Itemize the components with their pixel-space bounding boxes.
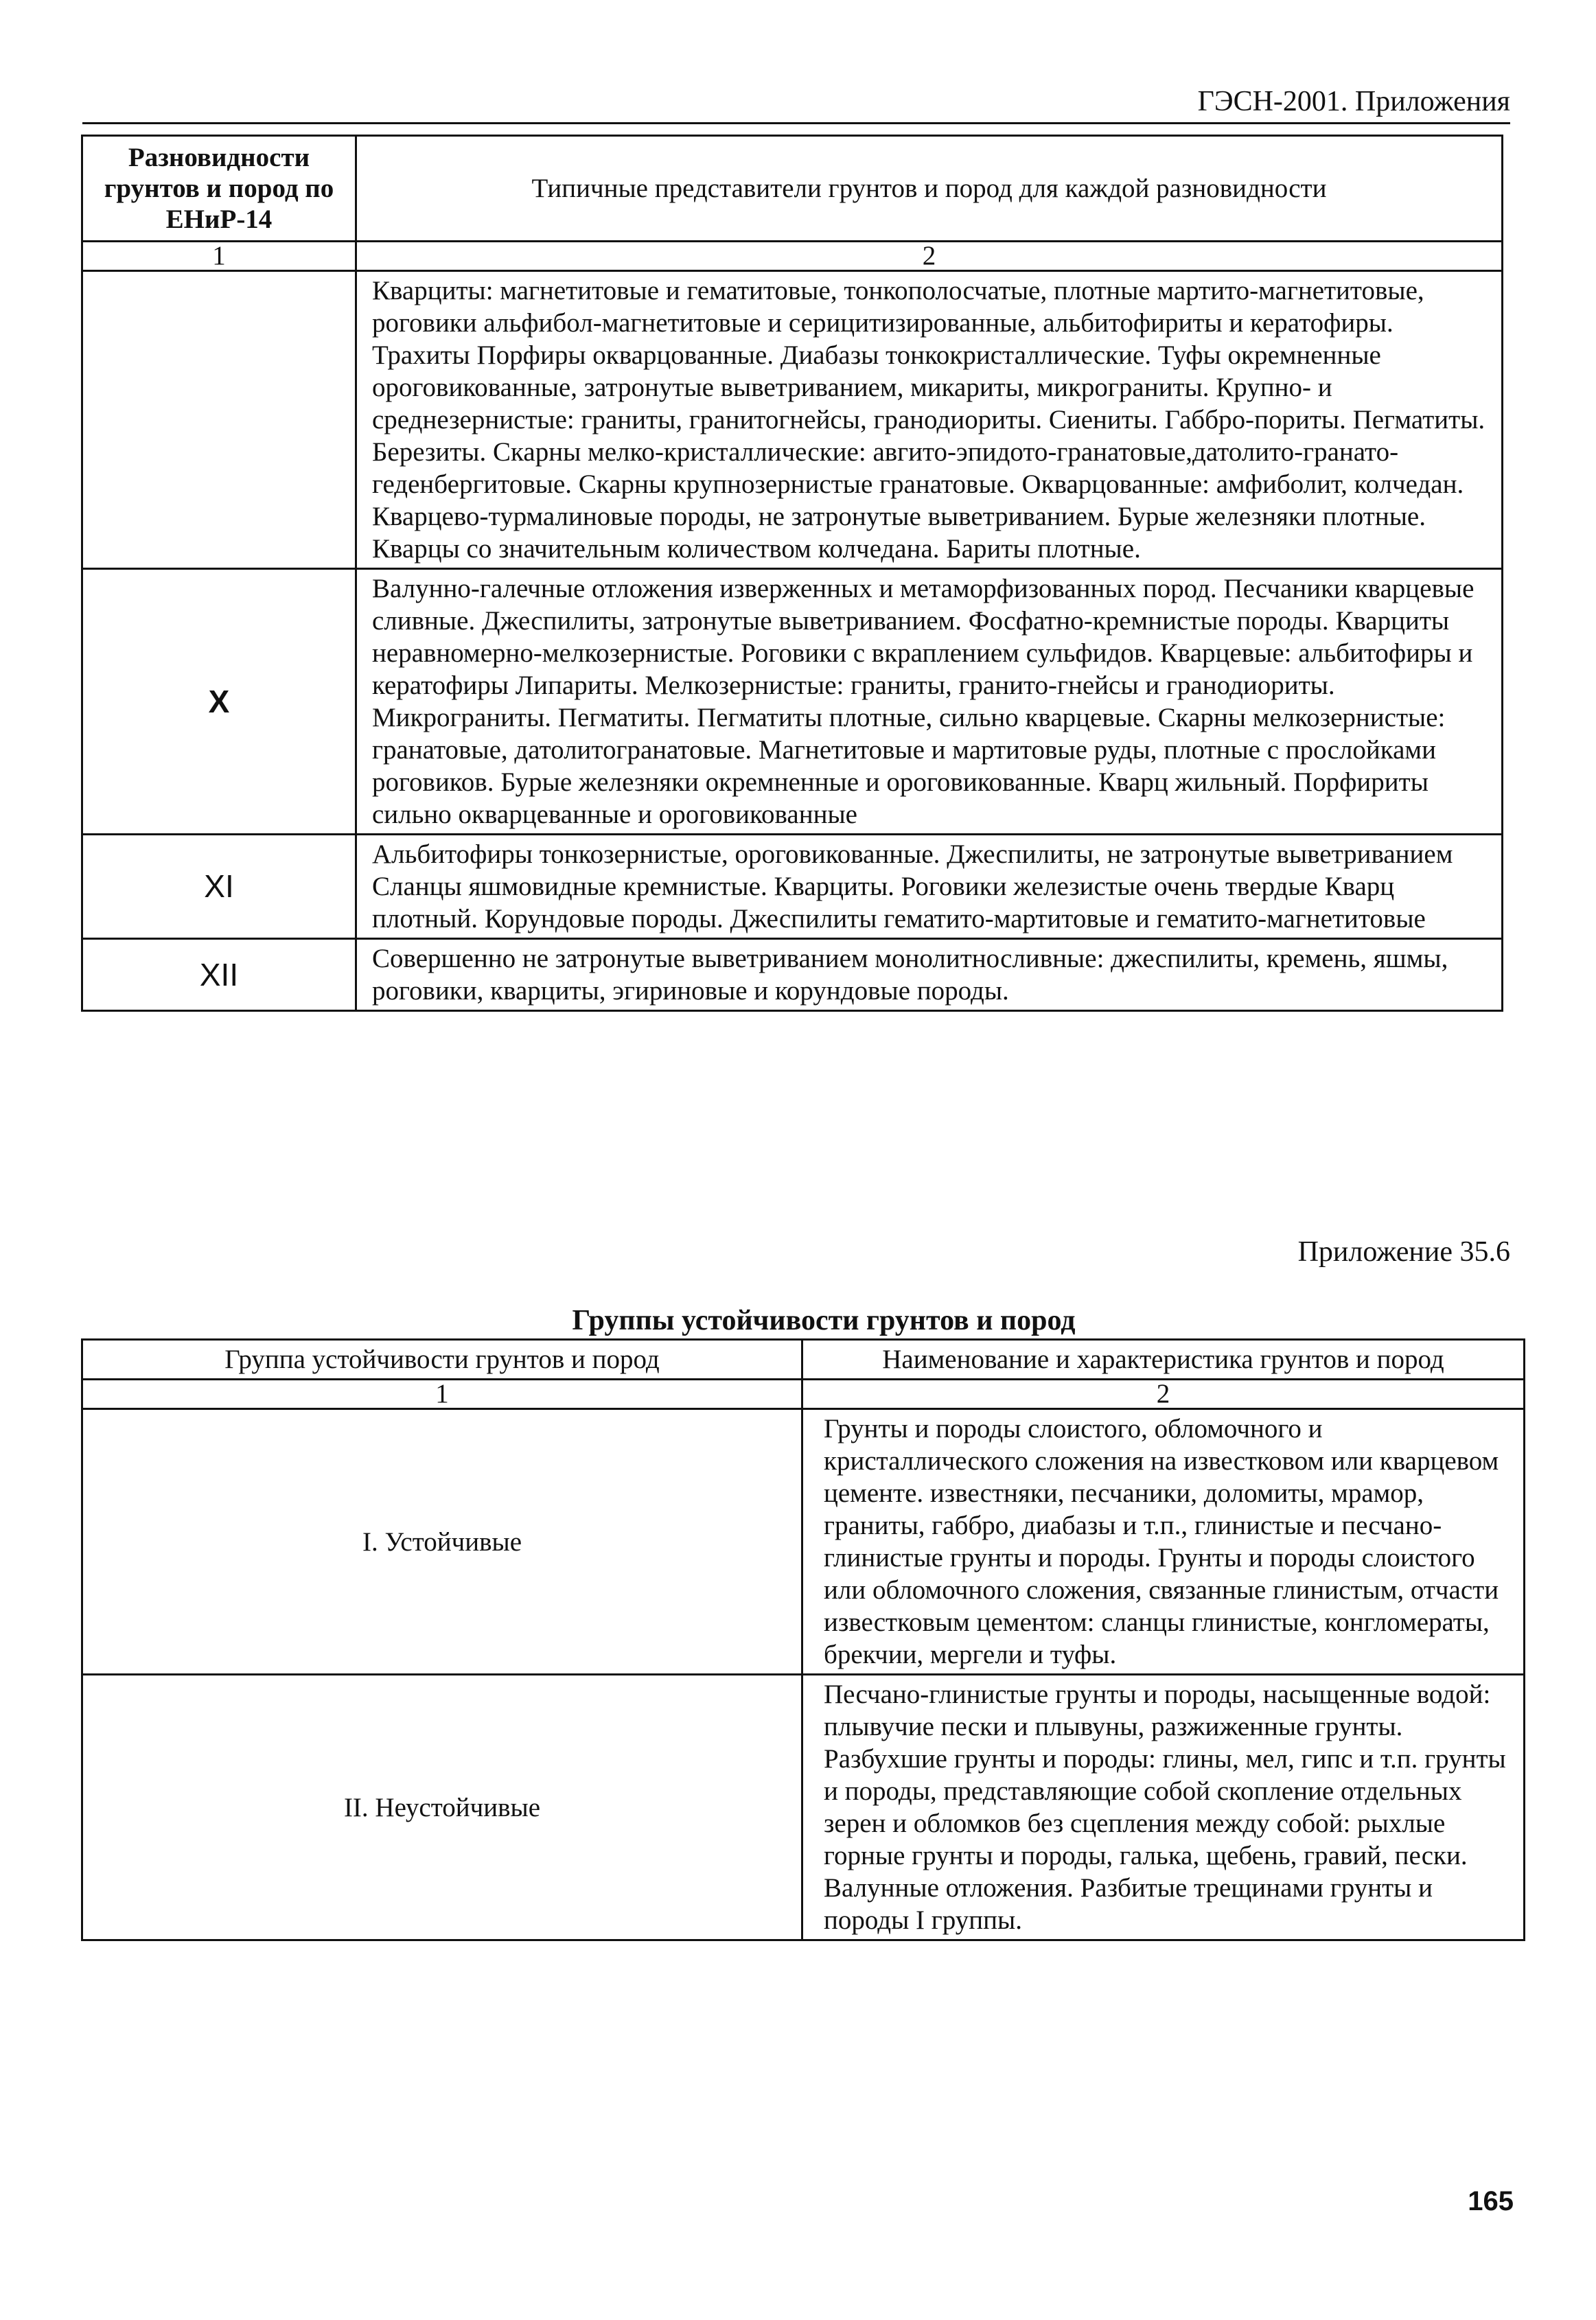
table-row xyxy=(82,569,1503,835)
row-text: Кварциты: магнетитовые и гематитовые, тонкополосчатые, плотные мартито-магнетитовые, роговики альфибол-магнетитовые и серицитизированные, альбитофириты и кератофиры. Трахиты Порфиры окварцованные. Диабазы тонкокристаллические. Туфы окремненные ороговикованные, затронутые выветриванием, микариты, микрограниты. Крупно- и среднезернистые: граниты, гранитогнейсы, гранодиориты. Сиениты. Габбро-пориты. Пегматиты. Березиты. Скарны мелко-кристаллические: авгито-эпидото-гранатовые,датолито-гранато-геденбергитовые. Скарны крупнозернистые гранатовые. Окварцованные: амфиболит, колчедан. Кварцево-турмалиновые породы, не затронутые выветриванием. Бурые железняки плотные. Кварцы со значительным количеством колчедана. Бариты плотные. xyxy=(356,271,1503,569)
row-text: Грунты и породы слоистого, обломочного и кристаллического сложения на известковом или кварцевом цементе. известняки, песчаники, доломиты, мрамор, граниты, габбро, диабазы и т.п., глинистые и песчано-глинистые грунты и породы. Грунты и породы слоистого или обломочного сложения, связанные глинистым, отчасти известковым цементом: сланцы глинистые, конгломераты, брекчии, мергели и туфы. xyxy=(802,1409,1525,1675)
row-label: X xyxy=(82,569,356,835)
col1-header: Разновидности грунтов и пород по ЕНиР-14 xyxy=(82,136,356,242)
col2-header: Наименование и характеристика грунтов и пород xyxy=(802,1340,1525,1380)
table-row xyxy=(82,271,1503,569)
row-label: I. Устойчивые xyxy=(82,1409,802,1675)
row-text: Валунно-галечные отложения изверженных и метаморфизованных пород. Песчаники кварцевые сливные. Джеспилиты, затронутые выветриванием. Фосфатно-кремнистые породы. Кварциты неравномерно-мелкозернистые. Роговики с вкраплением сульфидов. Кварцевые: альбитофиры и кератофиры Липариты. Мелкозернистые: граниты, гранито-гнейсы и гранодиориты. Микрограниты. Пегматиты. Пегматиты плотные, сильно кварцевые. Скарны мелкозернистые: гранатовые, датолитогранатовые. Магнетитовые и мартитовые руды, плотные с прослойками роговиков. Бурые железняки окремненные и ороговикованные. Кварц жильный. Порфириты сильно окварцеванные и ороговикованные xyxy=(356,569,1503,835)
column-number-row xyxy=(82,242,1503,271)
table-title: Группы устойчивости грунтов и пород xyxy=(572,1305,1076,1336)
row-label: XI xyxy=(82,835,356,939)
row-label: XII xyxy=(82,939,356,1011)
table-row xyxy=(82,835,1503,939)
row-text: Альбитофиры тонкозернистые, ороговикованные. Джеспилиты, не затронутые выветриванием Сланцы яшмовидные кремнистые. Кварциты. Роговики железистые очень твердые Кварц плотный. Корундовые породы. Джеспилиты гематито-мартитовые и гематито-магнетитовые xyxy=(356,835,1503,939)
col1-number: 1 xyxy=(82,1380,802,1409)
rock-varieties-table xyxy=(81,135,1503,1012)
row-text: Совершенно не затронутые выветриванием монолитносливные: джеспилиты, кремень, яшмы, роговики, кварциты, эгириновые и корундовые породы. xyxy=(356,939,1503,1011)
running-header: ГЭСН-2001. Приложения xyxy=(82,82,1510,124)
row-text: Песчано-глинистые грунты и породы, насыщенные водой: плывучие пески и плывуны, разжиженные грунты. Разбухшие грунты и породы: глины, мел, гипс и т.п. грунты и породы, представляющие собой скопление отдельных зерен и обломков без сцепления между собой: рыхлые горные грунты и породы, галька, щебень, гравий, пески. Валунные отложения. Разбитые трещинами грунты и породы I группы. xyxy=(802,1675,1525,1940)
table-header-row xyxy=(82,1340,1525,1380)
table-row xyxy=(82,939,1503,1011)
row-label: II. Неустойчивые xyxy=(82,1675,802,1940)
col1-number: 1 xyxy=(82,242,356,271)
col1-header: Группа устойчивости грунтов и пород xyxy=(82,1340,802,1380)
col2-number: 2 xyxy=(802,1380,1525,1409)
table-row xyxy=(82,1409,1525,1675)
page-number: 165 xyxy=(1468,2186,1514,2216)
row-label xyxy=(82,271,356,569)
col2-number: 2 xyxy=(356,242,1503,271)
appendix-label: Приложение 35.6 xyxy=(1297,1236,1510,1268)
table-header-row xyxy=(82,136,1503,242)
col2-header: Типичные представители грунтов и пород для каждой разновидности xyxy=(356,136,1503,242)
stability-groups-table xyxy=(81,1338,1525,1941)
table-row xyxy=(82,1675,1525,1940)
column-number-row xyxy=(82,1380,1525,1409)
